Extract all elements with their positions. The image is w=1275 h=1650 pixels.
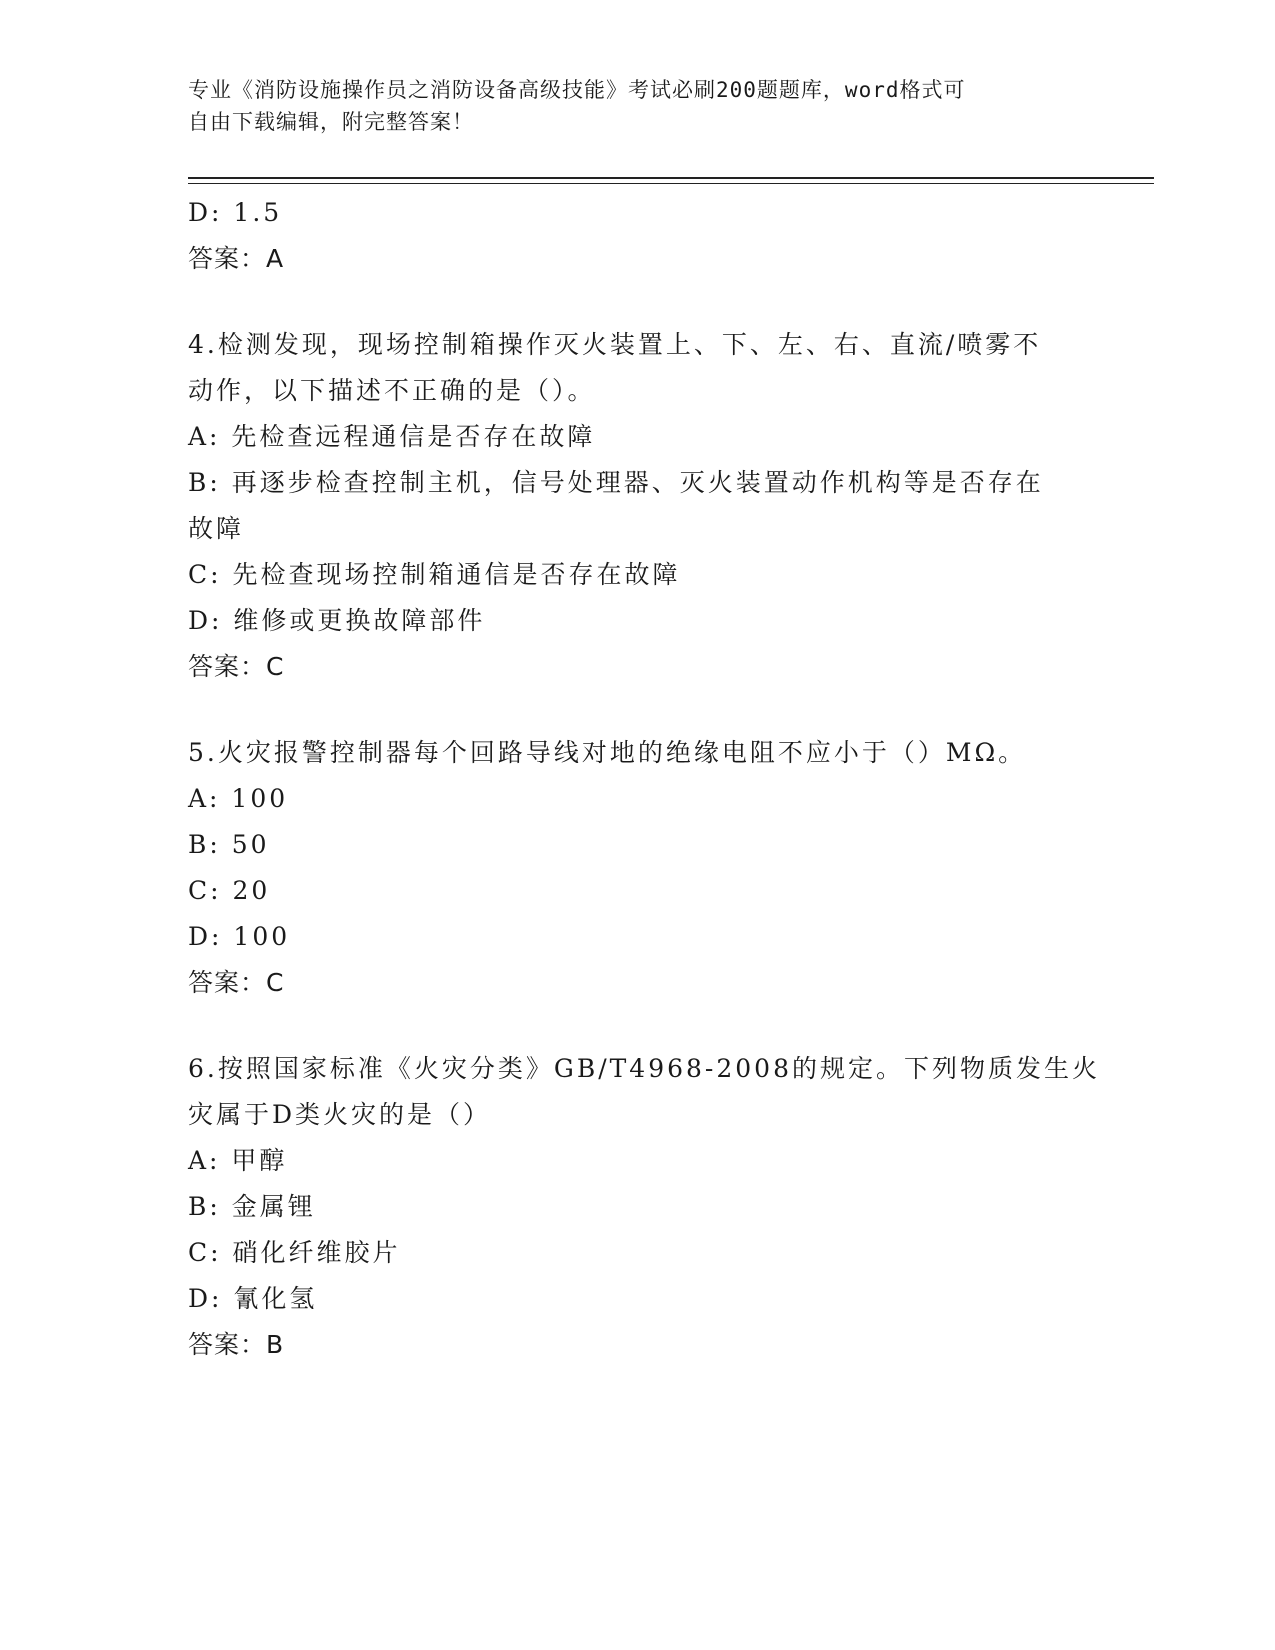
question-stem: 5.火灾报警控制器每个回路导线对地的绝缘电阻不应小于（）MΩ。 xyxy=(188,738,1027,767)
answer-line: 答案：C xyxy=(188,652,285,681)
question-stem: 6.按照国家标准《火灾分类》GB/T4968-2008的规定。下列物质发生火 xyxy=(188,1054,1100,1083)
option-a: A: 100 xyxy=(188,784,289,813)
option-b: B: 金属锂 xyxy=(188,1192,316,1221)
spacer xyxy=(188,282,1088,322)
option-c: C: 20 xyxy=(188,876,271,905)
option-c: C: 硝化纤维胶片 xyxy=(188,1238,401,1267)
option-d: D: 1.5 xyxy=(188,198,283,227)
question-4 xyxy=(188,322,1088,690)
header-line-2: 自由下载编辑，附完整答案！ xyxy=(188,110,474,134)
header-line-1: 专业《消防设施操作员之消防设备高级技能》考试必刷200题题库，word格式可 xyxy=(188,78,966,102)
answer-line: 答案：B xyxy=(188,1330,285,1359)
option-a: A: 先检查远程通信是否存在故障 xyxy=(188,422,596,451)
question-3-tail xyxy=(188,190,1088,282)
header-divider-thin xyxy=(188,183,1154,184)
option-a: A: 甲醇 xyxy=(188,1146,288,1175)
header-divider-thick xyxy=(188,177,1154,179)
option-b-cont: 故障 xyxy=(188,514,245,543)
option-b: B: 再逐步检查控制主机，信号处理器、灭火装置动作机构等是否存在 xyxy=(188,468,1044,497)
spacer xyxy=(188,690,1088,730)
question-5 xyxy=(188,730,1088,1006)
question-list xyxy=(188,190,1100,1368)
option-d: D: 氰化氢 xyxy=(188,1284,318,1313)
spacer xyxy=(188,1006,1088,1046)
question-stem: 4.检测发现，现场控制箱操作灭火装置上、下、左、右、直流/喷雾不 xyxy=(188,330,1042,359)
question-6 xyxy=(188,1046,1100,1368)
question-stem-cont: 动作，以下描述不正确的是（）。 xyxy=(188,376,596,405)
answer-line: 答案：A xyxy=(188,244,285,273)
page-header xyxy=(188,74,1068,138)
option-d: D: 100 xyxy=(188,922,291,951)
question-stem-cont: 灾属于D类火灾的是（） xyxy=(188,1100,492,1129)
option-c: C: 先检查现场控制箱通信是否存在故障 xyxy=(188,560,681,589)
answer-line: 答案：C xyxy=(188,968,285,997)
option-b: B: 50 xyxy=(188,830,270,859)
option-d: D: 维修或更换故障部件 xyxy=(188,606,486,635)
